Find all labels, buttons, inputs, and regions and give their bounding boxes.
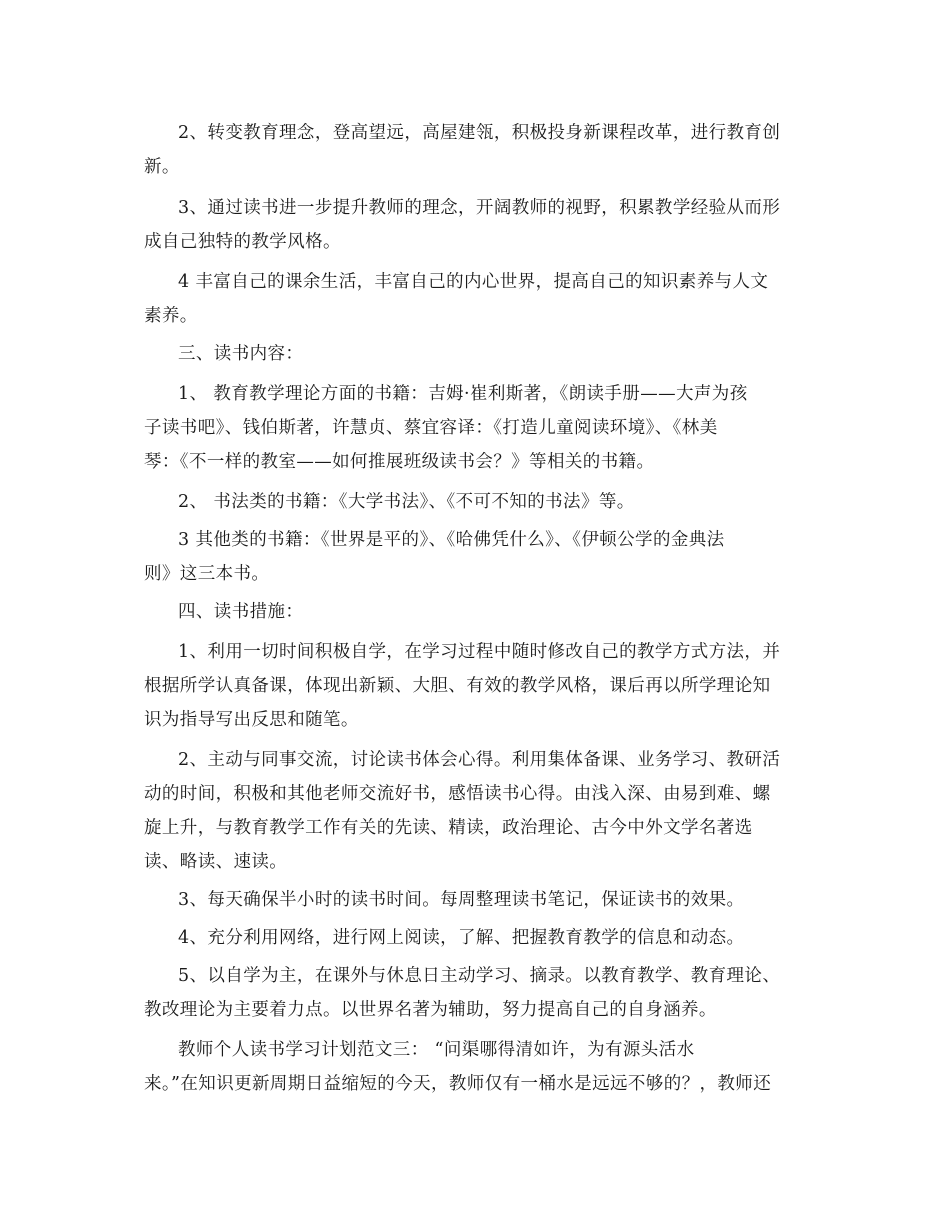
text-line: 读、略读、速读。 xyxy=(144,852,288,872)
text-line: 2、 书法类的书籍：《大学书法》、《不可不知的书法》等。 xyxy=(178,492,635,512)
text-line: 来。”在知识更新周期日益缩短的今天，教师仅有一桶水是远远不够的？，教师还 xyxy=(144,1074,772,1094)
text-line: 4 丰富自己的课余生活，丰富自己的内心世界，提高自己的知识素养与人文 xyxy=(178,272,769,292)
text-line: 子读书吧》、钱伯斯著，许慧贞、蔡宜容译：《打造儿童阅读环境》、《林美 xyxy=(144,418,718,438)
text-line: 3 其他类的书籍：《世界是平的》、《哈佛凭什么》、《伊顿公学的金典法 xyxy=(178,530,725,550)
text-line: 根据所学认真备课，体现出新颖、大胆、有效的教学风格，课后再以所学理论知 xyxy=(144,676,771,696)
section-heading: 三、读书内容： xyxy=(178,344,304,364)
text-line: 素养。 xyxy=(144,306,198,326)
text-line: 5、以自学为主，在课外与休息日主动学习、摘录。以教育教学、教育理论、 xyxy=(178,966,781,986)
text-line: 琴：《不一样的教室——如何推展班级读书会？》等相关的书籍。 xyxy=(144,452,655,472)
text-line: 教改理论为主要着力点。以世界名著为辅助，努力提高自己的自身涵养。 xyxy=(144,1000,717,1020)
section-heading: 四、读书措施： xyxy=(178,602,304,622)
text-line: 识为指导写出反思和随笔。 xyxy=(144,710,359,730)
text-line: 2、主动与同事交流，讨论读书体会心得。利用集体备课、业务学习、教研活 xyxy=(178,750,781,770)
text-line: 3、每天确保半小时的读书时间。每周整理读书笔记，保证读书的效果。 xyxy=(178,890,745,910)
text-line: 3、通过读书进一步提升教师的理念，开阔教师的视野，积累教学经验从而形 xyxy=(178,198,781,218)
text-line: 成自己独特的教学风格。 xyxy=(144,232,341,252)
text-line: 旋上升，与教育教学工作有关的先读、精读，政治理论、古今中外文学名著选 xyxy=(144,818,753,838)
text-line: 1、利用一切时间积极自学，在学习过程中随时修改自己的教学方式方法，并 xyxy=(178,642,781,662)
text-line: 2、转变教育理念，登高望远，高屋建瓴，积极投身新课程改革，进行教育创 xyxy=(178,123,781,143)
text-line: 新。 xyxy=(144,157,180,177)
text-line: 1、 教育教学理论方面的书籍：吉姆·崔利斯著，《朗读手册——大声为孩 xyxy=(178,384,748,404)
text-line: 教师个人读书学习计划范文三： “问渠哪得清如许，为有源头活水 xyxy=(178,1040,695,1060)
text-line: 则》这三本书。 xyxy=(144,564,270,584)
text-line: 动的时间，积极和其他老师交流好书，感悟读书心得。由浅入深、由易到难、螺 xyxy=(144,784,771,804)
text-line: 4、充分利用网络，进行网上阅读，了解、把握教育教学的信息和动态。 xyxy=(178,928,745,948)
